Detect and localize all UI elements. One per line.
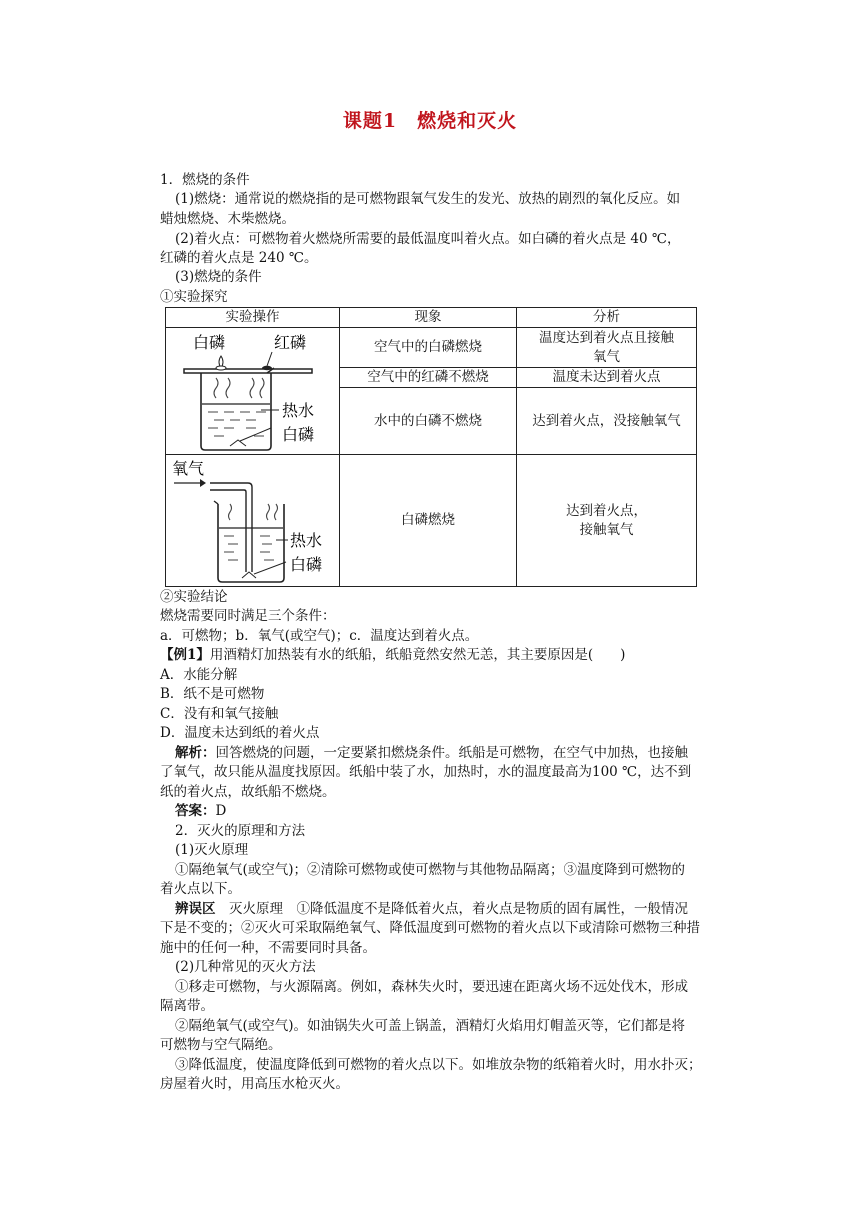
table-header: 分析 [517, 308, 697, 328]
misconception-text: 灭火原理 ①降低温度不是降低着火点，着火点是物质的固有属性，一般情况 [215, 901, 688, 917]
option-c: C．没有和氧气接触 [160, 706, 279, 722]
analysis-cell [517, 328, 697, 368]
table-header-row [166, 308, 697, 328]
table-row [166, 455, 697, 587]
paragraph-line: ②隔绝氧气(或空气)。如油锅失火可盖上锅盖，酒精灯火焰用灯帽盖灭等，它们都是将 [175, 1018, 686, 1034]
answer-line [175, 802, 226, 821]
phenomenon-cell: 白磷燃烧 [340, 455, 517, 587]
beaker-diagram-2 [166, 456, 339, 586]
option-a: A．水能分解 [160, 667, 238, 683]
analysis-line: 达到着火点， [566, 502, 647, 519]
paragraph-line: 红磷的着火点是 240 ℃。 [160, 250, 318, 266]
paragraph-line: a．可燃物；b．氧气(或空气)；c．温度达到着火点。 [160, 628, 479, 644]
table-header: 现象 [340, 308, 517, 328]
paragraph-line: ①隔绝氧气(或空气)；②清除可燃物或使可燃物与其他物品隔离；③温度降到可燃物的 [175, 862, 686, 878]
paragraph-line: ③降低温度，使温度降低到可燃物的着火点以下。如堆放杂物的纸箱着火时，用水扑灭； [175, 1057, 702, 1073]
paragraph-line: 可燃物与空气隔绝。 [160, 1037, 282, 1053]
example-tag: 【例1】 [160, 647, 210, 663]
option-b: B．纸不是可燃物 [160, 686, 265, 702]
paragraph-line: 着火点以下。 [160, 881, 241, 897]
answer-tag: 答案： [175, 803, 216, 819]
paragraph-line: 隔离带。 [160, 998, 214, 1014]
analysis-line [175, 744, 688, 763]
paragraph-line: 燃烧需要同时满足三个条件： [160, 608, 336, 624]
figure-cell-2 [166, 455, 340, 587]
label-hot-water: 热水 [282, 401, 315, 420]
paragraph-line: ①移走可燃物，与火源隔离。例如，森林失火时，要迅速在距离火场不远处伐木，形成 [175, 979, 688, 995]
paragraph-line: 了氧气，故只能从温度找原因。纸船中装了水，加热时，水的温度最高为100 ℃，达不到 [160, 764, 692, 780]
analysis-line: 接触氧气 [579, 521, 634, 538]
paragraph-line: (2)着火点：可燃物着火燃烧所需要的最低温度叫着火点。如白磷的着火点是 40 ℃， [175, 231, 681, 247]
label-oxygen: 氧气 [172, 458, 205, 478]
answer-value: D [215, 803, 227, 819]
analysis-cell: 温度未达到着火点 [517, 368, 697, 388]
option-d: D．温度未达到纸的着火点 [160, 725, 320, 741]
beaker-diagram-1 [166, 328, 339, 454]
paragraph-line: (3)燃烧的条件 [175, 269, 262, 285]
paragraph-line: ①实验探究 [160, 289, 228, 305]
label-white-phosphorus: 白磷 [193, 333, 226, 352]
analysis-cell [517, 455, 697, 587]
paragraph-line: 纸的着火点，故纸船不燃烧。 [160, 784, 336, 800]
label-white-phosphorus-underwater: 白磷 [282, 425, 315, 444]
section-2-heading: 2．灭火的原理和方法 [175, 823, 306, 839]
phenomenon-cell: 空气中的红磷不燃烧 [340, 368, 517, 388]
paragraph-line: 施中的任何一种，不需要同时具备。 [160, 940, 376, 956]
paragraph-line: (2)几种常见的灭火方法 [175, 959, 316, 975]
analysis-line: 温度达到着火点且接触 [539, 329, 674, 346]
paragraph-line: 房屋着火时，用高压水枪灭火。 [160, 1076, 349, 1092]
example-text: 用酒精灯加热装有水的纸船，纸船竟然安然无恙，其主要原因是( ) [209, 647, 626, 663]
analysis-text: 回答燃烧的问题，一定要紧扣燃烧条件。纸船是可燃物，在空气中加热，也接触 [215, 745, 688, 761]
label-hot-water-2: 热水 [290, 530, 323, 550]
page-title: 课题1 燃烧和灭火 [342, 110, 518, 132]
table-row [166, 328, 697, 368]
analysis-cell: 达到着火点，没接触氧气 [517, 388, 697, 455]
table-header: 实验操作 [166, 308, 340, 328]
label-red-phosphorus: 红磷 [274, 333, 307, 352]
phenomenon-cell: 空气中的白磷燃烧 [340, 328, 517, 368]
example-question [160, 646, 625, 665]
experiment-table [165, 307, 697, 587]
paragraph-line: 蜡烛燃烧、木柴燃烧。 [160, 211, 295, 227]
analysis-tag: 解析： [175, 745, 216, 761]
paragraph-line: (1)燃烧：通常说的燃烧指的是可燃物跟氧气发生的发光、放热的剧烈的氧化反应。如 [175, 191, 681, 207]
analysis-line: 氧气 [593, 348, 620, 365]
phenomenon-cell: 水中的白磷不燃烧 [340, 388, 517, 455]
misconception-line [175, 900, 688, 919]
paragraph-line: 下是不变的；②灭火可采取隔绝氧气、降低温度到可燃物的着火点以下或清除可燃物三种措 [160, 920, 700, 936]
section-1-heading: 1．燃烧的条件 [160, 172, 250, 188]
paragraph-line: ②实验结论 [160, 589, 228, 605]
figure-cell-1 [166, 328, 340, 455]
misconception-tag: 辨误区 [175, 901, 216, 917]
label-white-phosphorus-2: 白磷 [290, 554, 323, 574]
paragraph-line: (1)灭火原理 [175, 842, 249, 858]
